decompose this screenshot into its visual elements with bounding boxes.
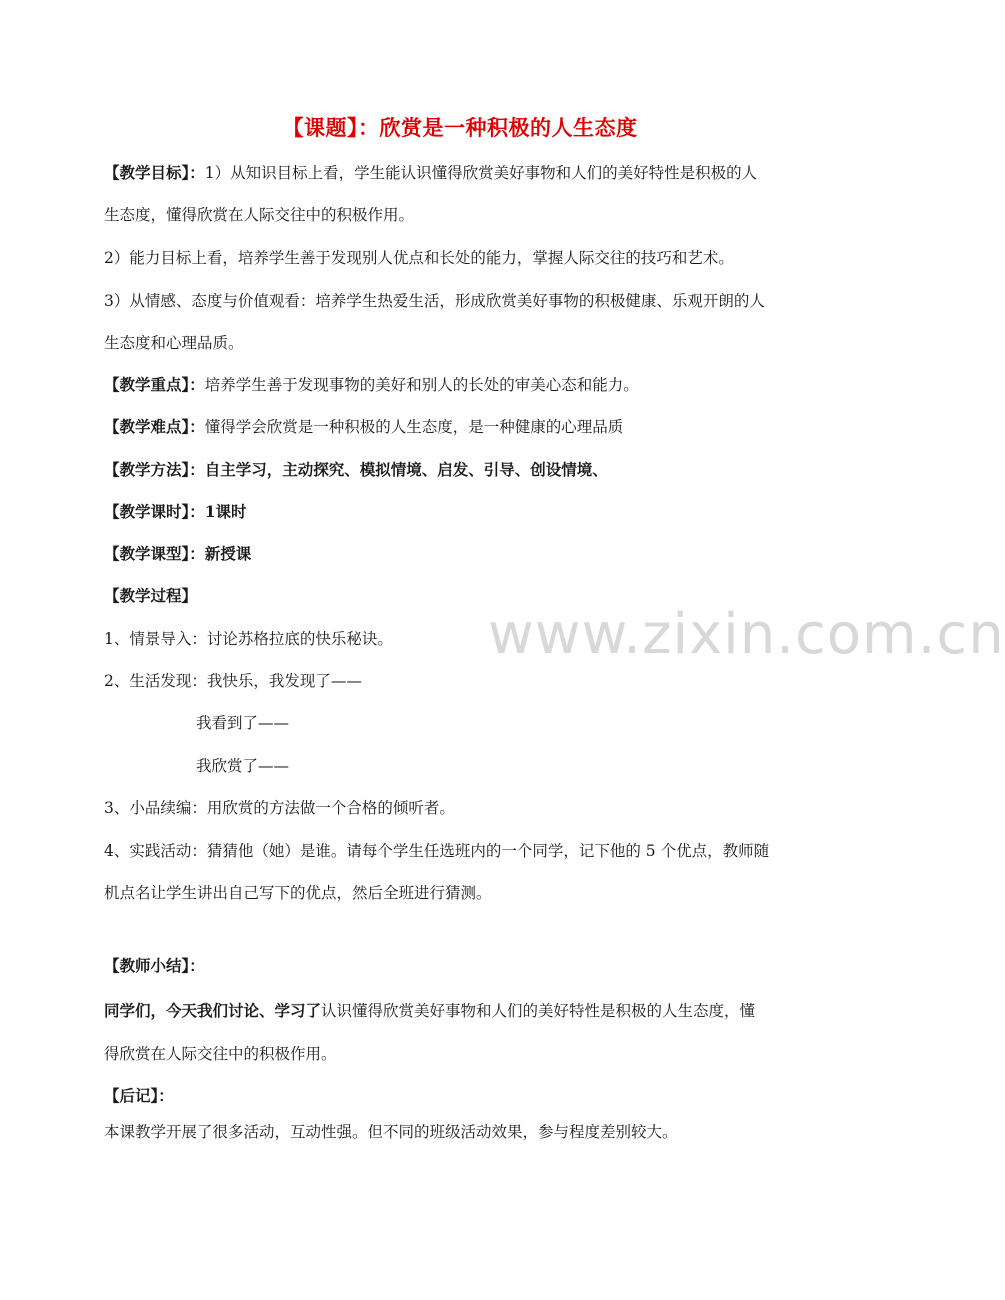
hours-line: [104, 501, 824, 523]
focus-line: [104, 374, 824, 396]
hours-text: 1课时: [204, 502, 247, 521]
summary-label: 【教师小结】：: [104, 956, 205, 975]
type-label: 【教学课型】：: [104, 544, 205, 563]
type-line: [104, 543, 824, 565]
process-label: 【教学过程】: [104, 586, 198, 605]
postscript-label: 【后记】：: [104, 1086, 174, 1105]
process-step-2a: 我看到了——: [196, 714, 290, 732]
difficulty-text: 懂得学会欣赏是一种积极的人生态度，是一种健康的心理品质: [204, 418, 624, 436]
watermark: www.zixin.com.cn: [488, 602, 1005, 667]
method-text: 自主学习，主动探究、模拟情境、启发、引导、创设情境、: [204, 460, 608, 479]
focus-label: 【教学重点】：: [104, 375, 205, 394]
method-label: 【教学方法】：: [104, 460, 205, 479]
goals-line-1: [104, 162, 824, 184]
goals-line-2: 2）能力目标上看，培养学生善于发现别人优点和长处的能力，掌握人际交往的技巧和艺术。: [104, 249, 734, 267]
summary-bold: 同学们，今天我们讨论、学习了: [104, 1001, 322, 1020]
goals-line-3b: 生态度和心理品质。: [104, 334, 244, 352]
goals-line-3: 3）从情感、态度与价值观看：培养学生热爱生活，形成欣赏美好事物的积极健康、乐观开朗的人: [104, 292, 765, 310]
goals-line-1b: 生态度，懂得欣赏在人际交往中的积极作用。: [104, 206, 415, 224]
method-line: [104, 459, 824, 481]
postscript-text: 本课教学开展了很多活动，互动性强。但不同的班级活动效果，参与程度差别较大。: [104, 1123, 678, 1141]
summary-line-2: 得欣赏在人际交往中的积极作用。: [104, 1045, 337, 1063]
process-step-4b: 机点名让学生讲出自己写下的优点，然后全班进行猜测。: [104, 884, 492, 902]
lesson-title: 【课题】：欣赏是一种积极的人生态度: [282, 115, 638, 140]
summary-line-1: [104, 1000, 824, 1022]
hours-label: 【教学课时】：: [104, 502, 205, 521]
summary-text: 认识懂得欣赏美好事物和人们的美好特性是积极的人生态度，懂: [321, 1002, 756, 1020]
goals-text-1: 1）从知识目标上看，学生能认识懂得欣赏美好事物和人们的美好特性是积极的人: [204, 164, 758, 182]
difficulty-label: 【教学难点】：: [104, 417, 205, 436]
goals-label: 【教学目标】：: [104, 163, 205, 182]
difficulty-line: [104, 416, 824, 438]
process-step-2: 2、生活发现：我快乐，我发现了——: [104, 672, 362, 690]
process-step-3: 3、小品续编：用欣赏的方法做一个合格的倾听者。: [104, 799, 455, 817]
process-step-1: 1、情景导入：讨论苏格拉底的快乐秘诀。: [104, 630, 393, 648]
process-step-4: 4、实践活动：猜猜他（她）是谁。请每个学生任选班内的一个同学，记下他的 5 个优点，教师随: [104, 842, 770, 860]
type-text: 新授课: [204, 544, 252, 563]
process-step-2b: 我欣赏了——: [196, 757, 290, 775]
focus-text: 培养学生善于发现事物的美好和别人的长处的审美心态和能力。: [204, 376, 639, 394]
